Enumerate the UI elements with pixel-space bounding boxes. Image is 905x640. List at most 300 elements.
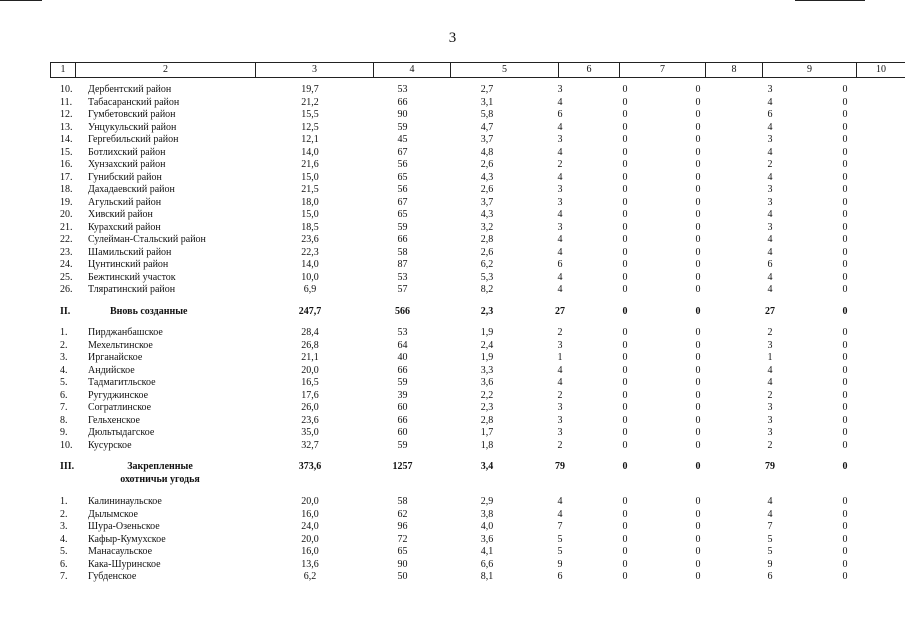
- cell-v9: 3: [767, 184, 773, 195]
- cell-v8: 0: [695, 284, 701, 295]
- cell-v4: 57: [397, 284, 408, 295]
- cell-v9: 4: [767, 121, 773, 133]
- cell-v10: 0: [842, 496, 848, 507]
- cell-v5: 4,3: [480, 171, 494, 183]
- cell-num: 24.: [60, 259, 73, 270]
- cell-v4: 40: [397, 352, 408, 363]
- cell-num: 17.: [60, 171, 73, 183]
- cell-v5: 8,2: [480, 284, 494, 295]
- cell-name: Хунзахский район: [88, 159, 166, 170]
- cell-v9: 3: [767, 339, 773, 351]
- cell-v6: 4: [557, 234, 563, 245]
- cell-v7: 0: [622, 84, 628, 95]
- cell-v8: 0: [695, 402, 701, 413]
- cell-num: 1.: [60, 496, 68, 507]
- cell-v4: 60: [397, 402, 408, 413]
- table-row: [0, 571, 905, 584]
- column-header-7: 7: [619, 63, 705, 77]
- cell-name: Гельхенское: [88, 414, 140, 426]
- cell-v6: 3: [557, 339, 563, 351]
- cell-v5: 3,2: [480, 221, 494, 233]
- cell-v9: 3: [767, 221, 773, 233]
- cell-v3: 15,5: [301, 109, 319, 120]
- cell-v9: 4: [767, 364, 773, 376]
- table-row: [0, 521, 905, 534]
- cell-v6: 6: [557, 571, 563, 582]
- table-row: [0, 184, 905, 197]
- cell-name: Манасаульское: [88, 546, 153, 557]
- cell-v7: 0: [622, 209, 628, 220]
- cell-v8: 0: [695, 414, 701, 426]
- cell-v7: 0: [622, 533, 628, 545]
- column-header-1: 1: [50, 63, 75, 77]
- cell-v5: 2,6: [480, 159, 494, 170]
- cell-v5: 4,3: [480, 209, 494, 220]
- cell-v8: 0: [695, 134, 701, 145]
- cell-v3: 26,0: [301, 402, 319, 413]
- section-row: [0, 461, 905, 487]
- section-row: [0, 306, 905, 319]
- cell-v4: 90: [397, 558, 408, 570]
- cell-v6: 2: [557, 389, 563, 401]
- cell-v9: 3: [767, 196, 773, 208]
- cell-v9: 6: [767, 259, 773, 270]
- cell-name: Тляратинский район: [88, 284, 176, 295]
- cell-v8: 0: [695, 389, 701, 401]
- cell-v6: 27: [555, 305, 565, 317]
- cell-v9: 4: [767, 508, 773, 520]
- table-row: [0, 509, 905, 522]
- cell-v8: 0: [695, 234, 701, 245]
- cell-v5: 1,9: [480, 327, 494, 338]
- column-header-10: 10: [856, 63, 905, 77]
- cell-name: Ирганайское: [88, 352, 143, 363]
- cell-num: 2.: [60, 508, 68, 520]
- cell-v6: 4: [557, 284, 563, 295]
- cell-v6: 6: [557, 259, 563, 270]
- cell-v6: 6: [557, 109, 563, 120]
- cell-v4: 64: [397, 339, 408, 351]
- cell-v5: 6,2: [480, 259, 494, 270]
- table-row: [0, 546, 905, 559]
- cell-v8: 0: [695, 377, 701, 388]
- cell-v8: 0: [695, 171, 701, 183]
- cell-v8: 0: [695, 546, 701, 557]
- cell-v9: 5: [767, 546, 773, 557]
- cell-v9: 3: [767, 414, 773, 426]
- cell-v6: 2: [557, 439, 563, 451]
- cell-v7: 0: [622, 389, 628, 401]
- cell-v4: 56: [397, 159, 408, 170]
- page-number: 3: [448, 30, 457, 46]
- cell-v4: 60: [397, 427, 408, 438]
- cell-v5: 5,3: [480, 271, 494, 283]
- cell-v7: 0: [622, 496, 628, 507]
- cell-num: 11.: [60, 96, 73, 108]
- cell-v4: 67: [397, 146, 408, 158]
- cell-v9: 4: [767, 171, 773, 183]
- cell-v4: 65: [397, 171, 408, 183]
- cell-name: Хивский район: [88, 209, 153, 220]
- cell-v3: 18,5: [301, 221, 319, 233]
- cell-v9: 4: [767, 96, 773, 108]
- table-row: [0, 327, 905, 340]
- cell-num: 2.: [60, 339, 68, 351]
- cell-v4: 65: [397, 546, 408, 557]
- cell-v8: 0: [695, 259, 701, 270]
- cell-v10: 0: [842, 271, 848, 283]
- cell-num: 12.: [60, 109, 73, 120]
- cell-v5: 4,7: [480, 121, 494, 133]
- cell-v4: 59: [397, 121, 408, 133]
- cell-v7: 0: [622, 402, 628, 413]
- table-row: [0, 440, 905, 453]
- table-row: [0, 172, 905, 185]
- cell-v5: 3,7: [480, 134, 494, 145]
- cell-v10: 0: [842, 352, 848, 363]
- cell-v5: 4,0: [480, 521, 494, 532]
- cell-v7: 0: [622, 339, 628, 351]
- cell-name: Мехельтинское: [88, 339, 153, 351]
- table-row: [0, 134, 905, 147]
- cell-v8: 0: [695, 364, 701, 376]
- cell-v8: 0: [695, 146, 701, 158]
- cell-v10: 0: [842, 184, 848, 195]
- cell-v6: 3: [557, 221, 563, 233]
- cell-num: 4.: [60, 364, 68, 376]
- cell-v4: 45: [397, 134, 408, 145]
- cell-v9: 3: [767, 427, 773, 438]
- cell-v5: 8,1: [480, 571, 494, 582]
- cell-v6: 3: [557, 402, 563, 413]
- cell-v3: 14,0: [301, 259, 319, 270]
- cell-v10: 0: [842, 196, 848, 208]
- cell-num: 6.: [60, 389, 68, 401]
- cell-v7: 0: [622, 221, 628, 233]
- column-header-9: 9: [762, 63, 856, 77]
- cell-v10: 0: [842, 339, 848, 351]
- cell-v4: 56: [397, 184, 408, 195]
- cell-v5: 1,8: [480, 439, 494, 451]
- cell-v4: 39: [397, 389, 408, 401]
- cell-v4: 59: [397, 221, 408, 233]
- cell-v10: 0: [842, 521, 848, 532]
- cell-v3: 373,6: [298, 461, 322, 472]
- cell-v6: 9: [557, 558, 563, 570]
- cell-num: 26.: [60, 284, 73, 295]
- cell-v8: 0: [695, 439, 701, 451]
- cell-num: 1.: [60, 327, 68, 338]
- cell-v10: 0: [842, 159, 848, 170]
- cell-v3: 19,7: [301, 84, 319, 95]
- table-body: [0, 84, 905, 584]
- cell-name: Курахский район: [88, 221, 161, 233]
- cell-v6: 4: [557, 246, 563, 258]
- cell-v8: 0: [695, 427, 701, 438]
- table-row: [0, 97, 905, 110]
- cell-name: Кака-Шуринское: [88, 558, 161, 570]
- cell-v7: 0: [622, 246, 628, 258]
- cell-v3: 12,1: [301, 134, 319, 145]
- cell-v4: 65: [397, 209, 408, 220]
- cell-v4: 62: [397, 508, 408, 520]
- cell-v6: 4: [557, 508, 563, 520]
- cell-v7: 0: [622, 352, 628, 363]
- cell-v5: 2,6: [480, 184, 494, 195]
- cell-num: 8.: [60, 414, 68, 426]
- cell-v9: 7: [767, 521, 773, 532]
- cell-name: Губденское: [88, 571, 137, 582]
- cell-v6: 5: [557, 546, 563, 557]
- column-header-6: 6: [558, 63, 619, 77]
- cell-v4: 53: [397, 271, 408, 283]
- cell-v7: 0: [622, 234, 628, 245]
- cell-name: Кафыр-Кумухское: [88, 533, 166, 545]
- cell-name: Бежтинский участок: [88, 271, 176, 283]
- cell-v4: 59: [397, 377, 408, 388]
- cell-v5: 2,8: [480, 234, 494, 245]
- table-row: [0, 234, 905, 247]
- cell-v7: 0: [622, 146, 628, 158]
- cell-v9: 2: [767, 389, 773, 401]
- cell-v5: 2,9: [480, 496, 494, 507]
- column-header-4: 4: [373, 63, 450, 77]
- cell-v9: 3: [767, 402, 773, 413]
- cell-v9: 4: [767, 271, 773, 283]
- cell-v8: 0: [695, 96, 701, 108]
- cell-v8: 0: [695, 196, 701, 208]
- cell-num: 3.: [60, 521, 68, 532]
- cell-v5: 3,7: [480, 196, 494, 208]
- cell-v10: 0: [842, 377, 848, 388]
- cell-v10: 0: [842, 461, 848, 472]
- cell-v10: 0: [842, 84, 848, 95]
- cell-v3: 16,0: [301, 546, 319, 557]
- cell-v7: 0: [622, 414, 628, 426]
- cell-num: 25.: [60, 271, 73, 283]
- cell-v4: 58: [397, 496, 408, 507]
- cell-v3: 35,0: [301, 427, 319, 438]
- cell-v8: 0: [695, 109, 701, 120]
- cell-num: 5.: [60, 377, 68, 388]
- cell-v8: 0: [695, 159, 701, 170]
- cell-v3: 12,5: [301, 121, 319, 133]
- cell-v5: 2,3: [480, 402, 494, 413]
- cell-v5: 2,3: [480, 305, 494, 317]
- cell-v10: 0: [842, 259, 848, 270]
- cell-v10: 0: [842, 284, 848, 295]
- cell-v4: 59: [397, 439, 408, 451]
- cell-num: 21.: [60, 221, 73, 233]
- cell-v10: 0: [842, 109, 848, 120]
- cell-v7: 0: [622, 439, 628, 451]
- cell-v3: 13,6: [301, 558, 319, 570]
- cell-v3: 21,6: [301, 159, 319, 170]
- cell-v4: 90: [397, 109, 408, 120]
- cell-v3: 20,0: [301, 364, 319, 376]
- cell-num: 22.: [60, 234, 73, 245]
- cell-name: Гунибский район: [88, 171, 162, 183]
- cell-v3: 16,5: [301, 377, 319, 388]
- cell-name: Вновь созданные: [110, 305, 188, 317]
- cell-name: Агульский район: [88, 196, 162, 208]
- cell-v8: 0: [695, 221, 701, 233]
- cell-v4: 66: [397, 234, 408, 245]
- cell-v7: 0: [622, 121, 628, 133]
- cell-v6: 2: [557, 327, 563, 338]
- cell-v10: 0: [842, 305, 848, 317]
- column-header-5: 5: [450, 63, 558, 77]
- cell-name: Дылымское: [88, 508, 138, 520]
- table-row: [0, 352, 905, 365]
- cell-v10: 0: [842, 246, 848, 258]
- cell-v6: 4: [557, 209, 563, 220]
- column-header-row: [50, 62, 905, 78]
- cell-v5: 1,7: [480, 427, 494, 438]
- cell-v8: 0: [695, 496, 701, 507]
- cell-num: 20.: [60, 209, 73, 220]
- cell-v3: 15,0: [301, 209, 319, 220]
- cell-v3: 26,8: [301, 339, 319, 351]
- cell-v4: 66: [397, 364, 408, 376]
- cell-name: Согратлинское: [88, 402, 152, 413]
- cell-v8: 0: [695, 327, 701, 338]
- cell-name: Табасаранский район: [88, 96, 180, 108]
- cell-v3: 23,6: [301, 414, 319, 426]
- column-header-8: 8: [705, 63, 762, 77]
- cell-v4: 87: [397, 259, 408, 270]
- cell-v10: 0: [842, 533, 848, 545]
- cell-num: 18.: [60, 184, 73, 195]
- cell-v9: 6: [767, 109, 773, 120]
- cell-v7: 0: [622, 571, 628, 582]
- table-row: [0, 534, 905, 547]
- cell-v8: 0: [695, 521, 701, 532]
- cell-v10: 0: [842, 546, 848, 557]
- cell-v4: 66: [397, 96, 408, 108]
- cell-v9: 9: [767, 558, 773, 570]
- cell-v6: 2: [557, 159, 563, 170]
- table-row: [0, 259, 905, 272]
- cell-v9: 79: [765, 461, 775, 472]
- cell-v7: 0: [622, 184, 628, 195]
- cell-v8: 0: [695, 461, 701, 472]
- cell-v6: 4: [557, 364, 563, 376]
- cell-v9: 4: [767, 284, 773, 295]
- cell-v9: 5: [767, 533, 773, 545]
- cell-num: 7.: [60, 571, 68, 582]
- cell-v5: 2,2: [480, 389, 494, 401]
- cell-name: Гергебильский район: [88, 134, 179, 145]
- cell-v3: 20,0: [301, 533, 319, 545]
- cell-v9: 6: [767, 571, 773, 582]
- cell-name: Калининаульское: [88, 496, 162, 507]
- cell-v4: 96: [397, 521, 408, 532]
- cell-v8: 0: [695, 305, 701, 317]
- cell-v8: 0: [695, 121, 701, 133]
- cell-name: Пирджанбашское: [88, 327, 163, 338]
- cell-num: 9.: [60, 427, 68, 438]
- cell-v9: 2: [767, 439, 773, 451]
- cell-num: 6.: [60, 558, 68, 570]
- cell-v9: 4: [767, 246, 773, 258]
- cell-v5: 4,1: [480, 546, 494, 557]
- cell-v10: 0: [842, 558, 848, 570]
- cell-v3: 28,4: [301, 327, 319, 338]
- cell-v7: 0: [622, 134, 628, 145]
- cell-v7: 0: [622, 377, 628, 388]
- table-row: [0, 122, 905, 135]
- table-row: [0, 559, 905, 572]
- cell-v10: 0: [842, 146, 848, 158]
- cell-v9: 4: [767, 496, 773, 507]
- table-row: [0, 109, 905, 122]
- cell-num: 14.: [60, 134, 73, 145]
- cell-name: Ругуджинское: [88, 389, 149, 401]
- cell-v10: 0: [842, 327, 848, 338]
- cell-num: 16.: [60, 159, 73, 170]
- cell-v3: 16,0: [301, 508, 319, 520]
- cell-v5: 3,3: [480, 364, 494, 376]
- cell-v6: 3: [557, 427, 563, 438]
- cell-v5: 3,1: [480, 96, 494, 108]
- cell-num: 19.: [60, 196, 73, 208]
- cell-num: 3.: [60, 352, 68, 363]
- cell-v8: 0: [695, 271, 701, 283]
- cell-v10: 0: [842, 364, 848, 376]
- cell-v8: 0: [695, 571, 701, 582]
- cell-v6: 3: [557, 184, 563, 195]
- cell-v5: 3,6: [480, 533, 494, 545]
- cell-v10: 0: [842, 96, 848, 108]
- cell-v7: 0: [622, 364, 628, 376]
- cell-v7: 0: [622, 284, 628, 295]
- cell-v9: 2: [767, 159, 773, 170]
- cell-v4: 67: [397, 196, 408, 208]
- cell-v6: 4: [557, 96, 563, 108]
- cell-v5: 2,4: [480, 339, 494, 351]
- cell-v6: 4: [557, 271, 563, 283]
- cell-v5: 1,9: [480, 352, 494, 363]
- cell-v4: 50: [397, 571, 408, 582]
- cell-v8: 0: [695, 84, 701, 95]
- cell-v3: 15,0: [301, 171, 319, 183]
- table-row: [0, 197, 905, 210]
- cell-v4: 72: [397, 533, 408, 545]
- cell-v6: 3: [557, 84, 563, 95]
- cell-name: Дюльтыдагское: [88, 427, 155, 438]
- cell-v6: 4: [557, 377, 563, 388]
- cell-v8: 0: [695, 184, 701, 195]
- cell-v10: 0: [842, 508, 848, 520]
- cell-v5: 4,8: [480, 146, 494, 158]
- cell-name: Тадмагитльское: [88, 377, 156, 388]
- cell-v6: 4: [557, 171, 563, 183]
- cell-v3: 21,2: [301, 96, 319, 108]
- cell-v10: 0: [842, 389, 848, 401]
- cell-num: II.: [60, 305, 71, 317]
- column-header-3: 3: [255, 63, 373, 77]
- cell-v3: 10,0: [301, 271, 319, 283]
- cell-v8: 0: [695, 246, 701, 258]
- table-row: [0, 377, 905, 390]
- cell-v9: 4: [767, 377, 773, 388]
- cell-v9: 27: [765, 305, 775, 317]
- cell-v7: 0: [622, 159, 628, 170]
- table-row: [0, 159, 905, 172]
- table-row: [0, 496, 905, 509]
- cell-v10: 0: [842, 171, 848, 183]
